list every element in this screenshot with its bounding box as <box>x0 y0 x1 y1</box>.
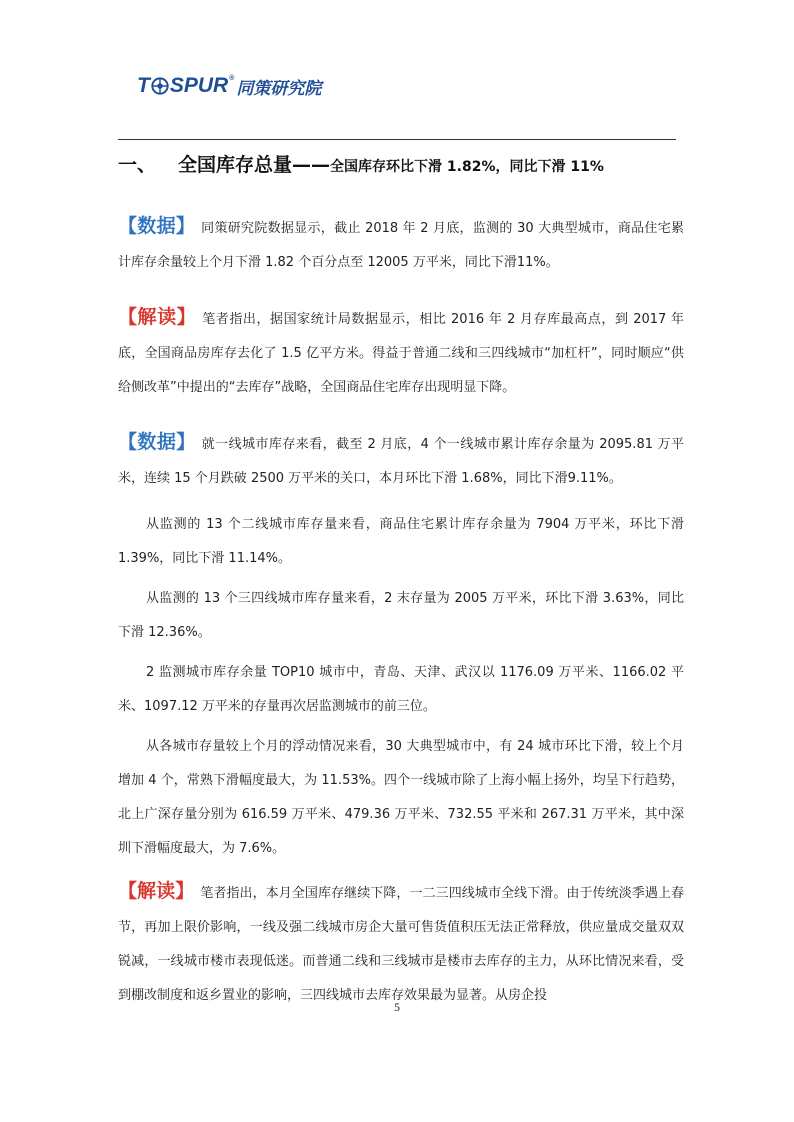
paragraph-text: 从监测的 13 个三四线城市库存量来看，2 末存量为 2005 万平米，环比下滑 3.63%，同比下滑 12.36%。 <box>118 591 684 640</box>
paragraph-top10-cities <box>118 656 684 724</box>
paragraph-text: 笔者指出，本月全国库存继续下降，一二三四线城市全线下滑。由于传统淡季遇上春节，再加上限价影响，一线及强二线城市房企大量可售货值积压无法正常释放，供应量成交量双双锐减，一线城市楼市表现低迷。而普通二线和三线城市是楼市去库存的主力，从环比情况来看，受到棚改制度和返乡置业的影响，三四线城市去库存效果最为显著。从房企投 <box>118 886 684 1003</box>
paragraph-text: 2 监测城市库存余量 TOP10 城市中，青岛、天津、武汉以 1176.09 万平米、1166.02 平米、1097.12 万平米的存量再次居监测城市的前三位。 <box>118 665 684 714</box>
section-title: 全国库存总量—— <box>178 154 331 176</box>
paragraph-data-2 <box>118 425 684 496</box>
logo-letters-spur: SPUR <box>169 74 229 97</box>
analysis-tag: 【解读】 <box>118 306 197 328</box>
paragraph-analysis-1 <box>118 300 684 405</box>
section-subtitle: 全国库存环比下滑 1.82%，同比下滑 11% <box>330 159 604 175</box>
data-tag: 【数据】 <box>118 431 196 453</box>
paragraph-text: 从监测的 13 个二线城市库存量来看，商品住宅累计库存余量为 7904 万平米，环比下滑 1.39%，同比下滑 11.14%。 <box>118 517 684 566</box>
tospur-logo <box>137 74 321 98</box>
paragraph-text: 就一线城市库存来看，截至 2 月底，4 个一线城市累计库存余量为 2095.81 万平米，连续 15 个月跌破 2500 万平米的关口，本月环比下滑 1.68%，同比下滑9.11%。 <box>118 437 684 486</box>
paragraph-analysis-2 <box>118 874 684 1013</box>
logo-brand-text <box>137 74 234 98</box>
logo-letter-t: T <box>137 74 150 97</box>
paragraph-text: 同策研究院数据显示，截止 2018 年 2 月底，监测的 30 大典型城市，商品住宅累计库存余量较上个月下滑 1.82 个百分点至 12005 万平米，同比下滑11%。 <box>118 221 684 270</box>
analysis-tag: 【解读】 <box>118 880 195 902</box>
globe-icon <box>151 77 169 95</box>
data-tag: 【数据】 <box>118 215 196 237</box>
paragraph-data-1 <box>118 209 684 280</box>
section-heading <box>118 150 688 177</box>
paragraph-tier3-inventory <box>118 582 684 650</box>
paragraph-city-fluctuation <box>118 730 684 866</box>
header-divider <box>118 139 676 140</box>
paragraph-tier2-inventory <box>118 508 684 576</box>
section-number: 一、 <box>118 154 157 176</box>
registered-mark: ® <box>229 74 235 82</box>
page-number: 5 <box>394 1000 400 1014</box>
paragraph-text: 笔者指出，据国家统计局数据显示，相比 2016 年 2 月存库最高点，到 2017 年底，全国商品房库存去化了 1.5 亿平方米。得益于普通二线和三四线城市“加杠杆”，同时顺应“供给侧改革”中提出的“去库存”战略，全国商品住宅库存出现明显下降。 <box>118 312 684 395</box>
logo-chinese-name: 同策研究院 <box>236 78 322 99</box>
paragraph-text: 从各城市存量较上个月的浮动情况来看，30 大典型城市中，有 24 城市环比下滑，较上个月增加 4 个，常熟下滑幅度最大，为 11.53%。四个一线城市除了上海小幅上扬外，均呈下行趋势，北上广深存量分别为 616.59 万平米、479.36 万平米、732.55 平米和 267.31 万平米，其中深圳下滑幅度最大，为 7.6%。 <box>118 739 684 856</box>
